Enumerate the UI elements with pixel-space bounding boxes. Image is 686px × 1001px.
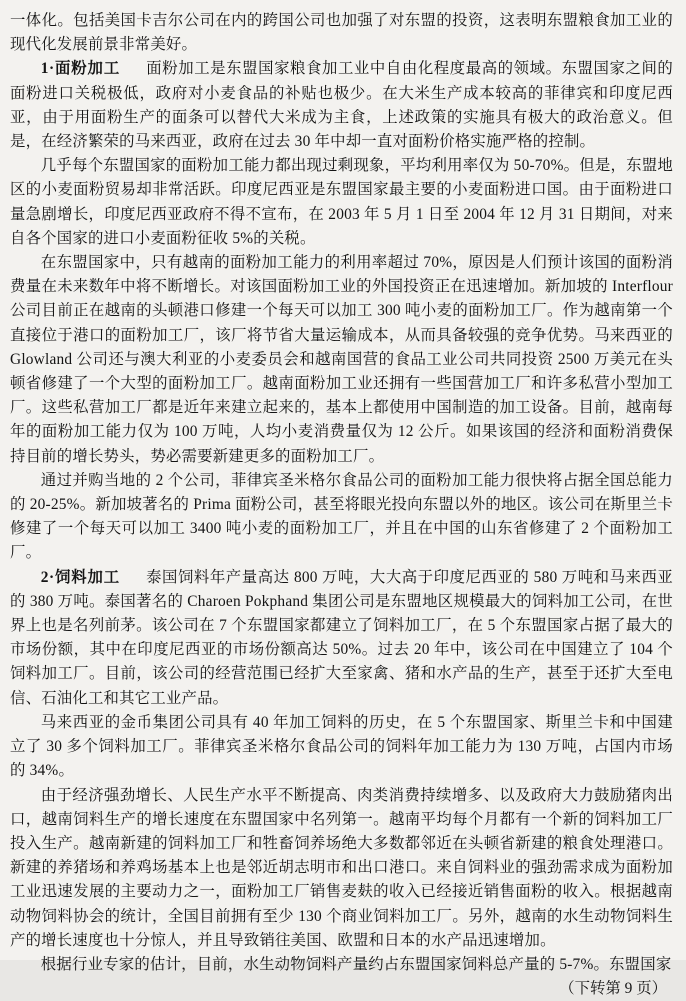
paragraph [10,251,673,469]
paragraph-text: 几乎每个东盟国家的面粉加工能力都出现过剩现象，平均利用率仅为 50-70%。但是，东盟地区的小麦面粉贸易却非常活跃。印度尼西亚是东盟国家最主要的小麦面粉进口国。由于面粉进口量急剧增长，印度尼西亚政府不得不宣布，在 2003 年 5 月 1 日至 2004 年 12 月 31 日期间，对来自各个国家的进口小麦面粉征收 5%的关税。 [10,157,673,247]
paragraph [10,154,673,251]
document-body [10,9,673,977]
paragraph-text: 马来西亚的金币集团公司具有 40 年加工饲料的历史，在 5 个东盟国家、斯里兰卡和中国建立了 30 多个饲料加工厂。菲律宾圣米格尔食品公司的饲料年加工能力为 130 万吨，占国内市场的 34%。 [10,713,673,780]
paragraph-text: 面粉加工是东盟国家粮食加工业中自由化程度最高的领域。东盟国家之间的面粉进口关税极低，政府对小麦食品的补贴也极少。在大米生产成本较高的菲律宾和印度尼西亚，由于用面粉生产的面条可以替代大米成为主食，上述政策的实施具有极大的政治意义。但是，在经济繁荣的马来西亚，政府在过去 30 年中却一直对面粉价格实施严格的控制。 [10,60,674,151]
paragraph-text: 根据行业专家的估计，目前，水生动物饲料产量约占东盟国家饲料总产量的 5-7%。东盟国家 [40,955,672,973]
paragraph [10,784,673,953]
paragraph [10,953,673,977]
paragraph-text: 在东盟国家中，只有越南的面粉加工能力的利用率超过 70%，原因是人们预计该国的面粉消费量在未来数年中将不断增长。对该国面粉加工业的外国投资正在迅速增加。新加坡的 Interflour 公司目前正在越南的头顿港口修建一个每天可以加工 300 吨小麦的面粉加工厂。作为越南第一个直接位于港口的面粉加工厂，该厂将节省大量运输成本，从而具备较强的竞争优势。马来西亚的 Glowland 公司还与澳大利亚的小麦委员会和越南国营的食品工业公司共同投资 2500 万美元在头顿省修建了一个大型的面粉加工厂。越南面粉加工业还拥有一些国营加工厂和许多私营小型加工厂。这些私营加工厂都是近年来建立起来的，基本上都使用中国制造的加工设备。目前，越南每年的面粉加工能力仅为 100 万吨，人均小麦消费量仅为 12 公斤。如果该国的经济和面粉消费保持目前的增长势头，势必需要新建更多的面粉加工厂。 [10,254,673,465]
paragraph-continuation [10,9,673,57]
paragraph-feed-section [10,566,673,711]
paragraph-flour-section [10,57,673,154]
paragraph-text: 由于经济强劲增长、人民生产水平不断提高、肉类消费持续增多、以及政府大力鼓励猪肉出口，越南饲料生产的增长速度在东盟国家中名列第一。越南平均每个月都有一个新的饲料加工厂投入生产。越南新建的饲料加工厂和牲畜饲养场绝大多数都邻近在头顿省新建的粮食处理港口。新建的养猪场和养鸡场基本上也是邻近胡志明市和出口港口。来自饲料业的强劲需求成为面粉加工业迅速发展的主要动力之一，面粉加工厂销售麦麸的收入已经接近销售面粉的收入。根据越南动物饲料协会的统计，全国目前拥有至少 130 个商业饲料加工厂。另外，越南的水生动物饲料生产的增长速度也十分惊人，并且导致销往美国、欧盟和日本的水产品迅速增加。 [10,786,673,949]
paragraph [10,711,673,784]
paragraph-text: 泰国饲料年产量高达 800 万吨，大大高于印度尼西亚的 580 万吨和马来西亚的 380 万吨。泰国著名的 Charoen Pokphand 集团公司是东盟地区规模最大的饲料加工公司，在世界上也是名列前茅。该公司在 7 个东盟国家都建立了饲料加工厂，在 5 个东盟国家占据了最大的市场份额，其中在印度尼西亚的市场份额高达 50%。过去 20 年中，该公司在中国建立了 104 个饲料加工厂。目前，该公司的经营范围已经扩大至家禽、猪和水产品的生产，甚至于还扩大至电信、石油化工和其它工业产品。 [10,568,673,707]
paragraph-text: 一体化。包括美国卡吉尔公司在内的跨国公司也加强了对东盟的投资，这表明东盟粮食加工业的现代化发展前景非常美好。 [10,12,673,54]
paragraph [10,469,673,566]
continued-on-page-note: （下转第 9 页） [559,980,667,998]
section-heading-feed: 2·饲料加工 [40,568,120,586]
paragraph-text: 通过并购当地的 2 个公司，菲律宾圣米格尔食品公司的面粉加工能力很快将占据全国总能力的 20-25%。新加坡著名的 Prima 面粉公司，甚至将眼光投向东盟以外的地区。该公司在斯里兰卡修建了一个每天可以加工 3400 吨小麦的面粉加工厂，并且在中国的山东省修建了 2 个面粉加工厂。 [10,471,673,562]
section-heading-flour: 1·面粉加工 [40,60,121,78]
